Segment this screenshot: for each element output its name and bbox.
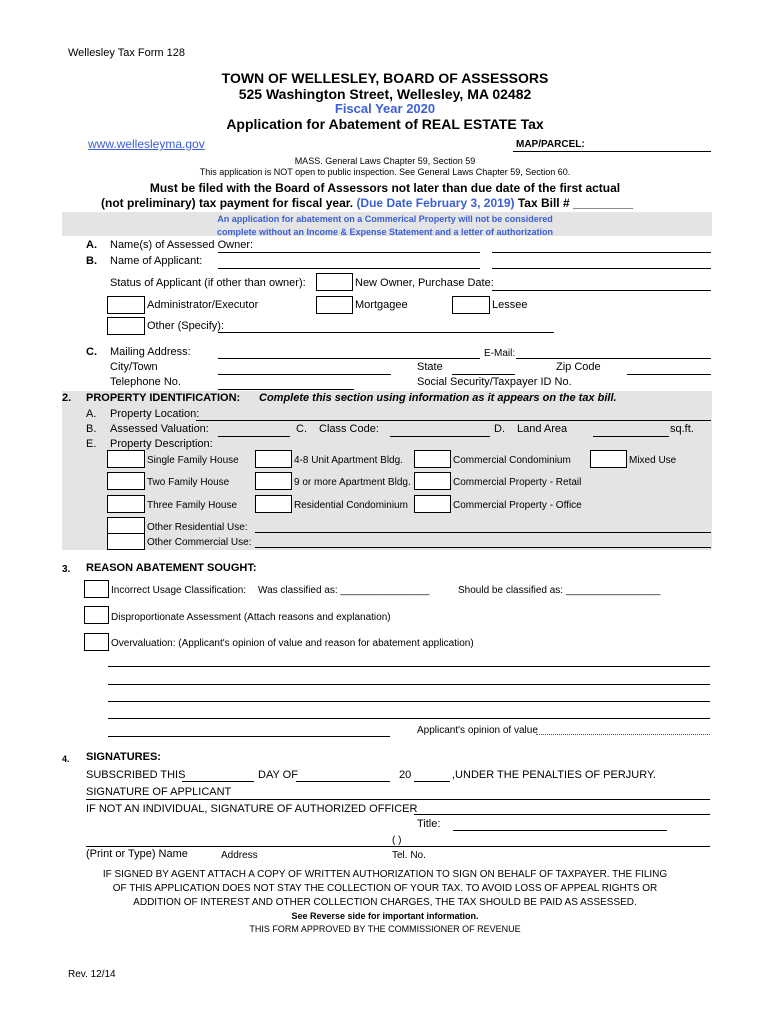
agent-note-1: IF SIGNED BY AGENT ATTACH A COPY OF WRITTEN AUTHORIZATION TO SIGN ON BEHALF OF TAXPAYER. THE FILING — [102, 869, 668, 880]
land-area-label: Land Area — [517, 423, 568, 435]
signature-applicant-line[interactable] — [86, 799, 710, 800]
agent-note-2: OF THIS APPLICATION DOES NOT STAY THE COLLECTION OF YOUR TAX. TO AVOID LOSS OF APPEAL RIGHTS OR — [112, 883, 658, 894]
mixed-use-label: Mixed Use — [629, 455, 677, 466]
zip-label: Zip Code — [556, 361, 601, 373]
tax-bill-number: Tax Bill # _________ — [517, 196, 634, 210]
apt-9-plus-label: 9 or more Apartment Bldg. — [294, 477, 411, 488]
email-label: E-Mail: — [484, 348, 516, 359]
commercial-office-checkbox[interactable] — [414, 495, 451, 513]
single-family-label: Single Family House — [147, 455, 239, 466]
disproportionate-checkbox[interactable] — [84, 606, 109, 624]
board-title: TOWN OF WELLESLEY, BOARD OF ASSESSORS — [221, 70, 549, 86]
year-prefix: 20 — [399, 769, 412, 781]
reason-line-3[interactable] — [108, 701, 710, 702]
approved-note: THIS FORM APPROVED BY THE COMMISSIONER OF REVENUE — [249, 924, 521, 934]
section-4-number: 4. — [62, 754, 70, 764]
land-area-line[interactable] — [593, 436, 669, 437]
overvaluation-label: Overvaluation: (Applicant's opinion of value and reason for abatement application) — [111, 638, 474, 649]
mixed-use-checkbox[interactable] — [590, 450, 627, 468]
three-family-label: Three Family House — [147, 500, 238, 511]
fiscal-year: Fiscal Year 2020 — [334, 101, 436, 116]
email-line[interactable] — [516, 358, 711, 359]
map-parcel-label: MAP/PARCEL: — [516, 139, 585, 150]
should-be-classified-label: Should be classified as: _________________ — [458, 585, 661, 596]
residential-condo-label: Residential Condominium — [294, 500, 408, 511]
name-address-line[interactable] — [86, 846, 710, 847]
valuation-line[interactable] — [218, 436, 290, 437]
letter-2e: E. — [86, 438, 97, 450]
status-label: Status of Applicant (if other than owner): — [110, 277, 306, 289]
commercial-retail-checkbox[interactable] — [414, 472, 451, 490]
letter-2c: C. — [296, 423, 307, 435]
other-commercial-label: Other Commercial Use: — [147, 537, 252, 548]
month-line[interactable] — [296, 781, 390, 782]
three-family-checkbox[interactable] — [107, 495, 145, 513]
incorrect-usage-label: Incorrect Usage Classification: — [111, 585, 247, 596]
agent-note-3: ADDITION OF INTEREST AND OTHER COLLECTION CHARGES, THE TAX SHOULD BE PAID AS ASSESSED. — [133, 897, 637, 908]
lessee-checkbox[interactable] — [452, 296, 490, 314]
ssn-label: Social Security/Taxpayer ID No. — [417, 376, 572, 388]
due-date: (Due Date February 3, 2019) — [356, 196, 515, 210]
city-line[interactable] — [218, 374, 391, 375]
signature-officer-label: IF NOT AN INDIVIDUAL, SIGNATURE OF AUTHORIZED OFFICER — [86, 803, 418, 815]
disproportionate-label: Disproportionate Assessment (Attach reasons and explanation) — [111, 612, 391, 623]
other-residential-label: Other Residential Use: — [147, 522, 248, 533]
letter-c: C. — [86, 346, 97, 358]
website-link[interactable]: www.wellesleyma.gov — [88, 137, 205, 151]
other-status-label: Other (Specify): — [147, 320, 225, 332]
residential-condo-checkbox[interactable] — [255, 495, 292, 513]
apt-4-8-label: 4-8 Unit Apartment Bldg. — [294, 455, 403, 466]
letter-b: B. — [86, 255, 97, 267]
mailing-label: Mailing Address: — [110, 346, 191, 358]
other-residential-line[interactable] — [255, 532, 711, 533]
apt-4-8-checkbox[interactable] — [255, 450, 292, 468]
letter-2b: B. — [86, 423, 97, 435]
revision-label: Rev. 12/14 — [68, 969, 116, 980]
property-id-title: PROPERTY IDENTIFICATION: — [86, 392, 241, 404]
letter-a: A. — [86, 239, 97, 251]
class-code-line[interactable] — [390, 436, 490, 437]
opinion-line[interactable] — [536, 734, 710, 735]
property-id-instruction: Complete this section using information as it appears on the tax bill. — [259, 392, 617, 404]
location-label: Property Location: — [110, 408, 200, 420]
other-status-line[interactable] — [218, 332, 554, 333]
penalties-label: ,UNDER THE PENALTIES OF PERJURY. — [452, 769, 656, 781]
owner-label: Name(s) of Assessed Owner: — [110, 239, 254, 251]
mortgagee-label: Mortgagee — [355, 299, 408, 311]
signatures-title: SIGNATURES: — [86, 751, 161, 763]
title-label: Title: — [417, 818, 441, 830]
day-of-label: DAY OF — [258, 769, 298, 781]
commercial-office-label: Commercial Property - Office — [453, 500, 582, 511]
description-label: Property Description: — [110, 438, 213, 450]
reason-line-4[interactable] — [108, 718, 710, 719]
letter-2d: D. — [494, 423, 505, 435]
tel-label: Tel. No. — [392, 850, 426, 861]
new-owner-label: New Owner, Purchase Date: — [355, 277, 494, 289]
single-family-checkbox[interactable] — [107, 450, 145, 468]
section-3-number: 3. — [62, 564, 71, 575]
other-status-checkbox[interactable] — [107, 317, 145, 335]
reason-title: REASON ABATEMENT SOUGHT: — [86, 562, 257, 574]
other-residential-checkbox[interactable] — [107, 517, 145, 534]
public-inspection-note: This application is NOT open to public inspection. See General Laws Chapter 59, Section 60. — [199, 167, 571, 177]
opinion-label: Applicant's opinion of value — [417, 725, 538, 736]
location-line[interactable] — [196, 420, 711, 421]
law-reference: MASS. General Laws Chapter 59, Section 59 — [294, 156, 476, 166]
state-label: State — [417, 361, 443, 373]
phone-label: Telephone No. — [110, 376, 181, 388]
board-address: 525 Washington Street, Wellesley, MA 02482 — [238, 86, 532, 102]
commercial-condo-label: Commercial Condominium — [453, 455, 571, 466]
reason-line-5[interactable] — [108, 736, 390, 737]
year-line[interactable] — [414, 781, 450, 782]
zip-line[interactable] — [627, 374, 711, 375]
reason-line-2[interactable] — [108, 684, 710, 685]
commercial-note-2: complete without an Income & Expense Statement and a letter of authorization — [216, 227, 554, 237]
deadline-text: (not preliminary) tax payment for fiscal year. — [101, 196, 354, 210]
applicant-line-1[interactable] — [218, 268, 480, 269]
commercial-note-1: An application for abatement on a Commerical Property will not be considered — [217, 214, 553, 224]
owner-line-1[interactable] — [218, 252, 480, 253]
phone-line[interactable] — [218, 389, 354, 390]
signature-officer-line[interactable] — [414, 814, 710, 815]
deadline-line-2 — [101, 197, 633, 210]
apt-9-plus-checkbox[interactable] — [255, 472, 292, 490]
class-code-label: Class Code: — [319, 423, 379, 435]
reverse-side-note: See Reverse side for important information. — [291, 911, 479, 921]
city-label: City/Town — [110, 361, 158, 373]
other-commercial-line[interactable] — [255, 547, 711, 548]
print-name-label: (Print or Type) Name — [86, 848, 188, 860]
signature-applicant-label: SIGNATURE OF APPLICANT — [86, 786, 232, 798]
commercial-retail-label: Commercial Property - Retail — [453, 477, 582, 488]
subscribed-day-line[interactable] — [182, 781, 254, 782]
administrator-label: Administrator/Executor — [147, 299, 259, 311]
form-id: Wellesley Tax Form 128 — [68, 47, 185, 59]
deadline-line-1: Must be filed with the Board of Assessors not later than due date of the first actual — [149, 181, 621, 195]
purchase-date-line[interactable] — [492, 290, 711, 291]
mailing-line[interactable] — [218, 358, 480, 359]
valuation-label: Assessed Valuation: — [110, 423, 209, 435]
owner-line-2[interactable] — [492, 252, 711, 253]
was-classified-label: Was classified as: ________________ — [258, 585, 430, 596]
overvaluation-checkbox[interactable] — [84, 633, 109, 651]
title-line[interactable] — [453, 830, 667, 831]
applicant-label: Name of Applicant: — [110, 255, 203, 267]
sqft-label: sq.ft. — [670, 423, 694, 435]
reason-line-1[interactable] — [108, 666, 710, 667]
address-label: Address — [221, 850, 258, 861]
letter-2a: A. — [86, 408, 97, 420]
commercial-condo-checkbox[interactable] — [414, 450, 451, 468]
tel-parens: ( ) — [392, 835, 402, 846]
other-commercial-checkbox[interactable] — [107, 533, 145, 550]
incorrect-usage-checkbox[interactable] — [84, 580, 109, 598]
subscribed-label: SUBSCRIBED THIS — [86, 769, 186, 781]
map-parcel-line[interactable] — [513, 151, 711, 152]
state-line[interactable] — [452, 374, 515, 375]
applicant-line-2[interactable] — [492, 268, 711, 269]
lessee-label: Lessee — [492, 299, 528, 311]
section-2-number: 2. — [62, 392, 72, 404]
administrator-checkbox[interactable] — [107, 296, 145, 314]
new-owner-checkbox[interactable] — [316, 273, 353, 291]
two-family-checkbox[interactable] — [107, 472, 145, 490]
mortgagee-checkbox[interactable] — [316, 296, 353, 314]
two-family-label: Two Family House — [147, 477, 230, 488]
application-title: Application for Abatement of REAL ESTATE Tax — [226, 116, 544, 132]
